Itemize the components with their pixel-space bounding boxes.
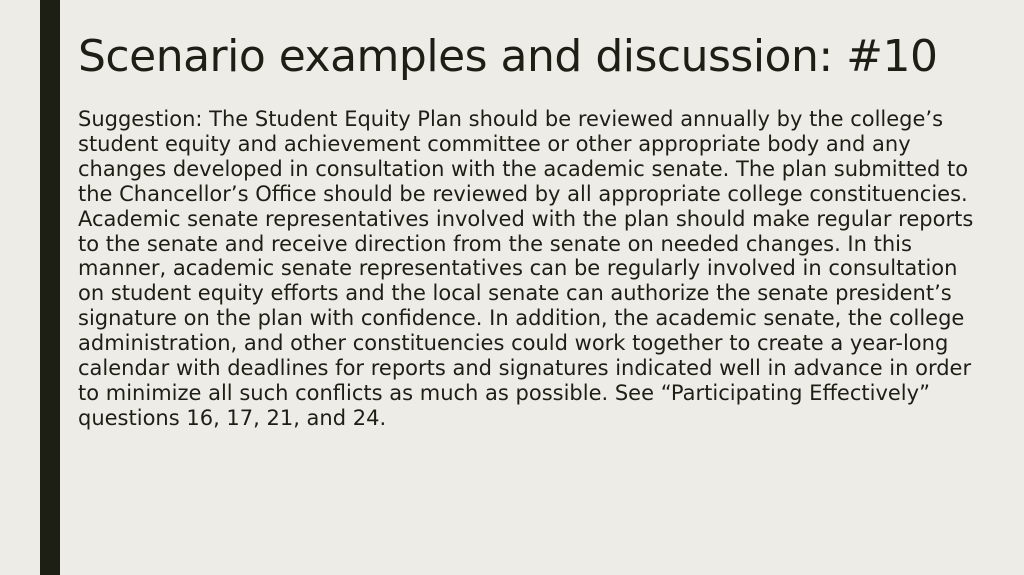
slide-title: Scenario examples and discussion: #10 [78, 31, 938, 82]
slide-body-text: Suggestion: The Student Equity Plan should be reviewed annually by the college’s student equity and achievement committee or other appropriate body and any changes developed in consultation with the academic senate. The plan submitted to the Chancellor’s Office should be reviewed by all appropriate college constituencies. Academic senate representatives involved with the plan should make regular reports to the senate and receive direction from the senate on needed changes. In this manner, academic senate representatives can be regularly involved in consultation on student equity efforts and the local senate can authorize the senate president’s signature on the plan with confidence. In addition, the academic senate, the college administration, and other constituencies could work together to create a year-long calendar with deadlines for reports and signatures indicated well in advance in order to minimize all such conflicts as much as possible. See “Participating Effectively” questions 16, 17, 21, and 24. [78, 107, 974, 430]
accent-bar [40, 0, 60, 575]
